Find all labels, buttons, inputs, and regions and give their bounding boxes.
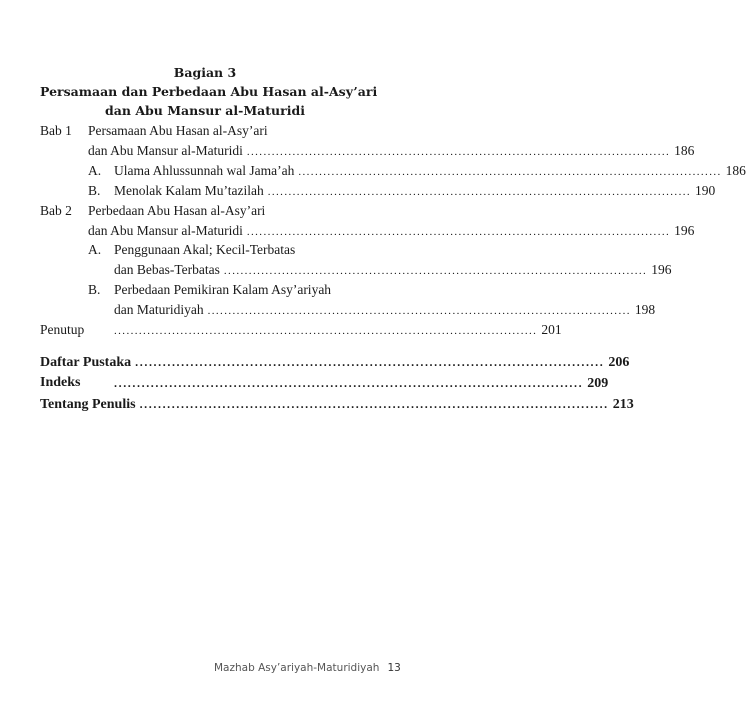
chapter-label: Penutup — [40, 322, 85, 337]
dot-leader: ...................................................................................................... — [135, 355, 605, 369]
subentry-title: Ulama Ahlussunnah wal Jama’ah — [114, 163, 295, 178]
dot-leader: ...................................................................................................... — [207, 305, 631, 317]
dot-leader: ...................................................................................................... — [139, 397, 609, 411]
subentry-title-cont: dan Bebas-Terbatas — [114, 262, 220, 277]
toc-line — [114, 161, 746, 182]
dot-leader: ...................................................................................................... — [114, 325, 538, 337]
dot-leader: ...................................................................................................... — [246, 146, 671, 158]
toc-line — [114, 300, 656, 321]
toc-subentry-bab-1-a[interactable] — [0, 161, 746, 181]
toc-subentry-bab-2-b[interactable] — [0, 280, 400, 300]
page-number: 213 — [612, 397, 634, 412]
toc-line — [114, 320, 562, 341]
toc-line — [88, 221, 695, 242]
page-number: 186 — [674, 143, 695, 158]
subentry-marker: A. — [88, 163, 102, 178]
page-number: 198 — [634, 302, 656, 317]
subentry-marker: A. — [88, 242, 102, 257]
subentry-title: Penggunaan Akal; Kecil-Terbatas — [114, 242, 296, 257]
toc-subentry-bab-2-b-cont[interactable] — [0, 300, 656, 320]
page-number: 206 — [608, 355, 630, 370]
subentry-title: Perbedaan Pemikiran Kalam Asy’ariyah — [114, 282, 332, 297]
page-number: 201 — [541, 322, 562, 337]
toc-entry-indeks[interactable] — [0, 373, 609, 393]
folio-page-number: 13 — [387, 662, 401, 674]
running-footer — [214, 662, 401, 674]
dot-leader: ...................................................................................................... — [114, 376, 584, 390]
page-number: 209 — [587, 376, 609, 391]
subentry-marker: B. — [88, 183, 101, 198]
toc-entry-tentang-penulis[interactable] — [0, 394, 634, 414]
toc-entry-bab-2[interactable] — [0, 201, 400, 221]
subentry-title: Menolak Kalam Mu’tazilah — [114, 183, 264, 198]
subentry-marker: B. — [88, 282, 101, 297]
dot-leader: ...................................................................................................... — [223, 265, 648, 277]
toc-subentry-bab-1-b[interactable] — [0, 181, 716, 201]
toc-entry-penutup[interactable] — [0, 320, 562, 340]
dot-leader: ...................................................................................................... — [298, 166, 722, 178]
toc-subentry-bab-2-a-cont[interactable] — [0, 260, 672, 280]
toc-entry-bab-2-cont[interactable] — [0, 221, 695, 241]
toc-line — [40, 394, 634, 415]
toc-line — [114, 260, 672, 281]
toc-entry-bab-1-cont[interactable] — [0, 141, 695, 161]
page-number: 196 — [651, 262, 672, 277]
entry-title: Daftar Pustaka — [40, 355, 132, 370]
chapter-title-cont: dan Abu Mansur al-Maturidi — [88, 223, 243, 238]
chapter-label: Bab 2 — [40, 203, 72, 218]
section-label: Bagian 3 — [173, 65, 237, 80]
chapter-label: Bab 1 — [40, 123, 72, 138]
chapter-title: Perbedaan Abu Hasan al-Asy’ari — [88, 203, 266, 218]
dot-leader: ...................................................................................................... — [246, 226, 671, 238]
chapter-title: Persamaan Abu Hasan al-Asy’ari — [88, 123, 268, 138]
page-number: 186 — [725, 163, 746, 178]
entry-title: Tentang Penulis — [40, 397, 136, 412]
dot-leader: ...................................................................................................... — [267, 186, 692, 198]
subentry-title-cont: dan Maturidiyah — [114, 302, 204, 317]
toc-entry-bab-1[interactable] — [0, 121, 400, 141]
section-title-line-2: dan Abu Mansur al-Maturidi — [105, 103, 305, 118]
section-title-line-1: Persamaan dan Perbedaan Abu Hasan al-Asy’ari — [40, 84, 378, 99]
toc-subentry-bab-2-a[interactable] — [0, 240, 400, 260]
toc-entry-daftar-pustaka[interactable] — [0, 352, 630, 372]
page-number: 190 — [695, 183, 716, 198]
toc-line — [114, 181, 716, 202]
page-number: 196 — [674, 223, 695, 238]
chapter-title-cont: dan Abu Mansur al-Maturidi — [88, 143, 243, 158]
toc-line — [114, 373, 609, 394]
running-title: Mazhab Asy’ariyah-Maturidiyah — [214, 662, 380, 674]
entry-title: Indeks — [40, 375, 81, 390]
toc-line — [88, 141, 695, 162]
toc-line — [40, 352, 630, 373]
